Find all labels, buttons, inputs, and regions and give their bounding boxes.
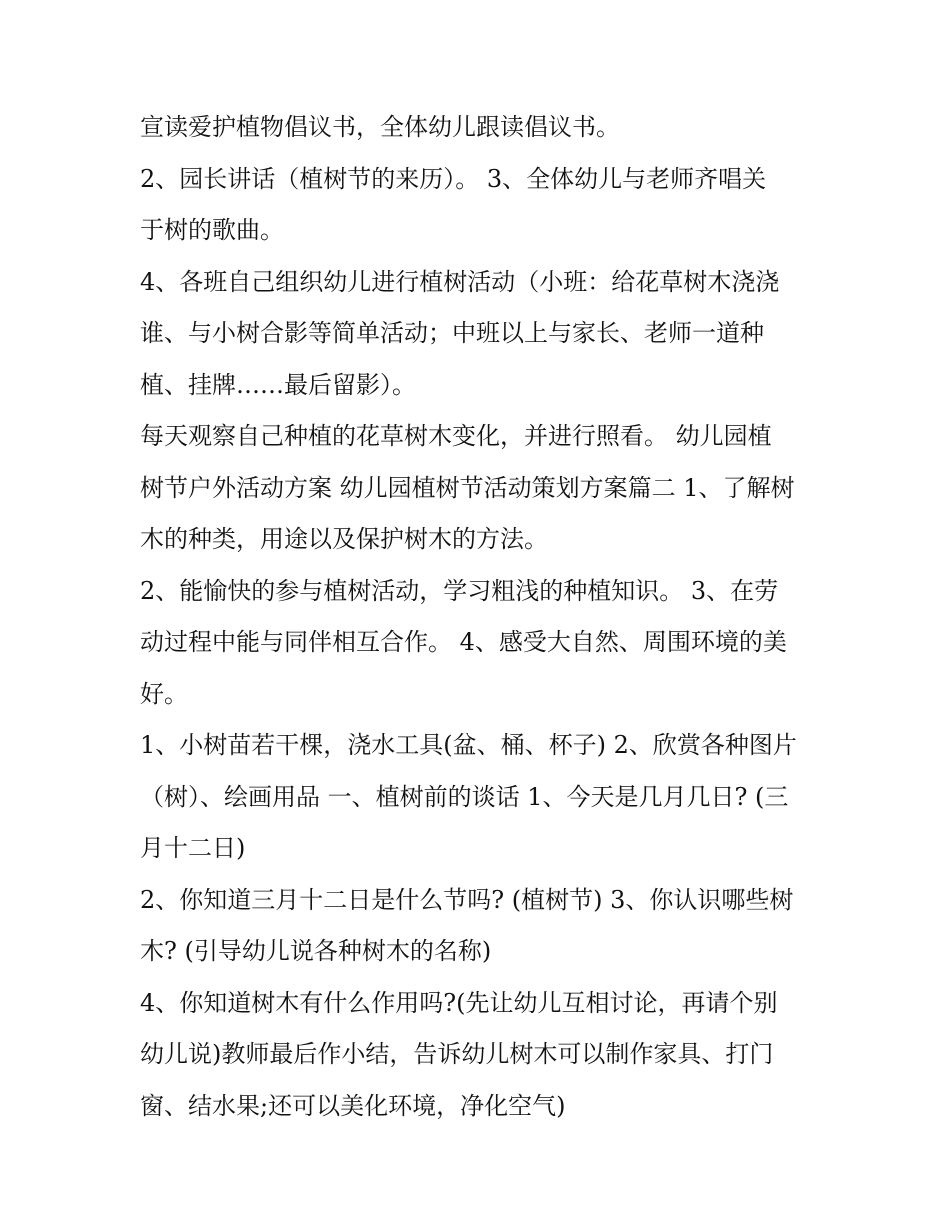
text-line: 4、各班自己组织幼儿进行植树活动（小班：给花草树木浇浇: [140, 267, 780, 296]
paragraph: [140, 875, 820, 978]
text-line: 窗、结水果;还可以美化环境，净化空气): [140, 1091, 566, 1120]
text-line: 好。: [140, 679, 188, 708]
text-line: （树）、绘画用品 一、植树前的谈话 1、今天是几月几日? (三: [140, 782, 789, 811]
text-line: 4、你知道树木有什么作用吗?(先让幼儿互相讨论，再请个别: [140, 988, 778, 1017]
text-line: 动过程中能与同伴相互合作。 4、感受大自然、周围环境的美: [140, 628, 787, 656]
paragraph: [140, 102, 820, 154]
paragraph: [140, 566, 820, 721]
text-line: 幼儿说)教师最后作小结，告诉幼儿树木可以制作家具、打门: [140, 1040, 774, 1068]
text-line: 2、你知道三月十二日是什么节吗? (植树节) 3、你认识哪些树: [140, 885, 794, 914]
text-line: 于树的歌曲。: [140, 216, 284, 244]
paragraph: [140, 720, 820, 875]
paragraph: [140, 154, 820, 257]
paragraph: [140, 411, 820, 566]
text-line: 每天观察自己种植的花草树木变化，并进行照看。 幼儿园植: [140, 422, 772, 450]
text-line: 谁、与小树合影等简单活动；中班以上与家长、老师一道种: [140, 319, 764, 347]
text-line: 木的种类，用途以及保护树木的方法。: [140, 525, 548, 553]
text-line: 宣读爱护植物倡议书，全体幼儿跟读倡议书。: [140, 113, 620, 141]
text-line: 月十二日): [140, 834, 246, 862]
paragraph: [140, 257, 820, 412]
text-line: 木? (引导幼儿说各种树木的名称): [140, 937, 492, 965]
paragraph: [140, 978, 820, 1133]
body-text: [140, 102, 820, 1132]
text-line: 树节户外活动方案 幼儿园植树节活动策划方案篇二 1、了解树: [140, 473, 795, 502]
text-line: 植、挂牌……最后留影）。: [140, 370, 416, 399]
text-line: 1、小树苗若干棵，浇水工具(盆、桶、杯子) 2、欣赏各种图片: [140, 731, 797, 759]
text-line: 2、能愉快的参与植树活动，学习粗浅的种植知识。 3、在劳: [140, 576, 779, 605]
text-line: 2、园长讲话（植树节的来历）。 3、全体幼儿与老师齐唱关: [140, 164, 767, 193]
